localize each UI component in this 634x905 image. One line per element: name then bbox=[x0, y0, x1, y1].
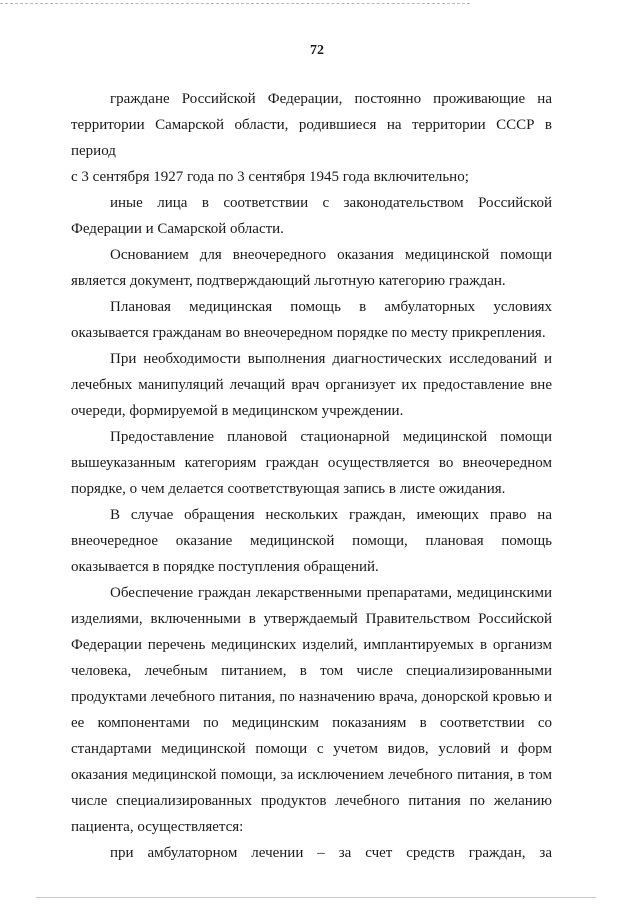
text-line: вышеуказанным категориям граждан осуществляется во внеочередном bbox=[71, 455, 552, 471]
scan-edge-bottom bbox=[36, 897, 596, 898]
text-line: с 3 сентября 1927 года по 3 сентября 1945 года включительно; bbox=[71, 169, 469, 185]
text-line: порядке, о чем делается соответствующая запись в листе ожидания. bbox=[71, 481, 506, 497]
text-line: при амбулаторном лечении – за счет средств граждан, за bbox=[110, 845, 552, 861]
text-line: Федерации перечень медицинских изделий, имплантируемых в организм bbox=[71, 637, 552, 653]
text-line: оказания медицинской помощи, за исключением лечебного питания, в том bbox=[71, 767, 552, 783]
text-line: ее компонентами по медицинским показаниям в соответствии со bbox=[71, 715, 552, 731]
text-line: изделиями, включенными в утверждаемый Правительством Российской bbox=[71, 611, 552, 627]
text-line: Предоставление плановой стационарной медицинской помощи bbox=[110, 429, 552, 445]
scan-edge-top bbox=[0, 3, 470, 4]
text-line: территории Самарской области, родившиеся на территории СССР в период bbox=[71, 117, 552, 159]
text-line: граждане Российской Федерации, постоянно проживающие на bbox=[110, 91, 552, 107]
text-line: стандартами медицинской помощи с учетом видов, условий и форм bbox=[71, 741, 552, 757]
text-line: оказывается гражданам во внеочередном порядке по месту прикрепления. bbox=[71, 325, 546, 341]
text-line: продуктами лечебного питания, по назначению врача, донорской кровью и bbox=[71, 689, 552, 705]
text-line: Федерации и Самарской области. bbox=[71, 221, 284, 237]
text-line: внеочередное оказание медицинской помощи, плановая помощь bbox=[71, 533, 552, 549]
text-line: очереди, формируемой в медицинском учреждении. bbox=[71, 403, 404, 419]
text-line: является документ, подтверждающий льготную категорию граждан. bbox=[71, 273, 506, 289]
text-line: Основанием для внеочередного оказания медицинской помощи bbox=[110, 247, 552, 263]
text-line: При необходимости выполнения диагностических исследований и bbox=[110, 351, 552, 367]
page-number: 72 bbox=[310, 43, 324, 58]
text-line: оказывается в порядке поступления обращений. bbox=[71, 559, 379, 575]
text-line: человека, лечебным питанием, в том числе специализированными bbox=[71, 663, 552, 679]
text-line: пациента, осуществляется: bbox=[71, 819, 244, 835]
text-line: В случае обращения нескольких граждан, имеющих право на bbox=[110, 507, 552, 523]
text-line: иные лица в соответствии с законодательством Российской bbox=[110, 195, 552, 211]
text-line: Плановая медицинская помощь в амбулаторных условиях bbox=[110, 299, 552, 315]
text-line: лечебных манипуляций лечащий врач организует их предоставление вне bbox=[71, 377, 552, 393]
text-line: Обеспечение граждан лекарственными препаратами, медицинскими bbox=[110, 585, 552, 601]
text-line: числе специализированных продуктов лечебного питания по желанию bbox=[71, 793, 552, 809]
document-body bbox=[71, 86, 552, 866]
